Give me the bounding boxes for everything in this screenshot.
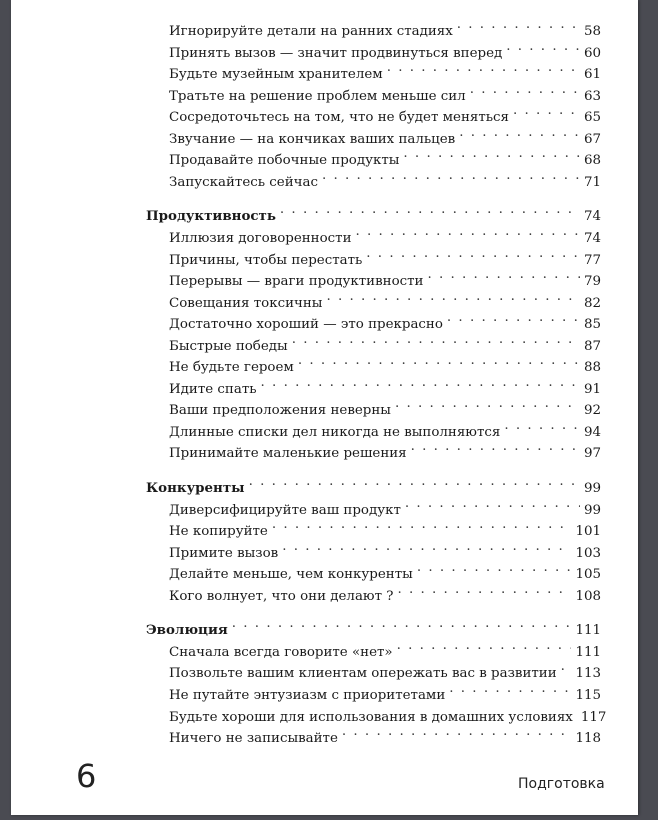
entry-title: Звучание — на кончиках ваших пальцев bbox=[169, 131, 456, 147]
entry-page: 88 bbox=[583, 360, 601, 376]
entry-title: Примите вызов bbox=[169, 545, 279, 561]
dot-leader bbox=[427, 265, 579, 285]
toc-entry bbox=[169, 722, 601, 747]
section-title: Эволюция bbox=[146, 622, 228, 639]
entry-title: Сначала всегда говорите «нет» bbox=[169, 644, 393, 660]
entry-title: Делайте меньше, чем конкуренты bbox=[169, 567, 413, 583]
entry-title: Будьте музейным хранителем bbox=[169, 67, 383, 83]
entry-page: 63 bbox=[583, 88, 601, 104]
dot-leader bbox=[449, 679, 571, 699]
entry-page: 118 bbox=[575, 731, 601, 747]
entry-title: Будьте хороши для использования в домашних условиях bbox=[169, 709, 573, 725]
section-title: Продуктивность bbox=[146, 208, 276, 225]
entry-title: Длинные списки дел никогда не выполняются bbox=[169, 424, 501, 440]
toc-entry bbox=[169, 101, 601, 126]
toc-entry bbox=[169, 287, 601, 311]
dot-leader bbox=[249, 472, 580, 492]
entry-page: 65 bbox=[583, 110, 601, 126]
running-title: Подготовка bbox=[518, 776, 605, 792]
dot-leader bbox=[470, 80, 580, 100]
entry-page: 60 bbox=[583, 45, 601, 61]
entry-page: 111 bbox=[575, 644, 601, 660]
entry-page: 67 bbox=[583, 131, 601, 147]
toc-entry bbox=[169, 701, 607, 725]
dot-leader bbox=[342, 722, 572, 742]
toc-entry bbox=[169, 123, 601, 147]
dot-leader bbox=[457, 15, 580, 35]
entry-title: Диверсифицируйте ваш продукт bbox=[169, 502, 401, 518]
dot-leader bbox=[403, 144, 580, 164]
dot-leader bbox=[322, 166, 580, 186]
toc-section-heading bbox=[146, 614, 601, 639]
entry-page: 105 bbox=[575, 567, 601, 583]
entry-page: 97 bbox=[583, 446, 601, 462]
entry-page: 103 bbox=[575, 545, 601, 561]
entry-page: 108 bbox=[575, 588, 601, 604]
toc-section-heading bbox=[146, 200, 601, 225]
toc-entry bbox=[169, 351, 601, 376]
entry-title: Быстрые победы bbox=[169, 338, 288, 354]
entry-title: Ваши предположения неверны bbox=[169, 403, 391, 419]
dot-leader bbox=[292, 330, 580, 350]
entry-page: 79 bbox=[583, 274, 601, 290]
dot-leader bbox=[417, 558, 572, 578]
section-page: 99 bbox=[583, 481, 601, 496]
book-page bbox=[11, 0, 638, 815]
section-title: Конкуренты bbox=[146, 480, 245, 496]
toc-entry bbox=[169, 265, 601, 290]
toc-entry bbox=[169, 636, 601, 660]
dot-leader bbox=[282, 537, 571, 557]
toc-entry bbox=[169, 166, 601, 190]
dot-leader bbox=[232, 614, 572, 634]
entry-title: Продавайте побочные продукты bbox=[169, 153, 400, 169]
dot-leader bbox=[397, 580, 571, 600]
entry-page: 113 bbox=[575, 666, 601, 682]
toc-section-heading bbox=[146, 472, 601, 496]
dot-leader bbox=[459, 123, 580, 143]
entry-page: 92 bbox=[583, 403, 601, 419]
toc-entry bbox=[169, 558, 601, 583]
dot-leader bbox=[387, 58, 580, 78]
toc-entry bbox=[169, 515, 601, 540]
dot-leader bbox=[397, 636, 572, 656]
entry-title: Перерывы — враги продуктивности bbox=[169, 274, 424, 290]
dot-leader bbox=[366, 244, 580, 264]
toc-entry bbox=[169, 222, 601, 246]
entry-title: Идите спать bbox=[169, 381, 257, 397]
entry-page: 101 bbox=[575, 524, 601, 540]
entry-title: Иллюзия договоренности bbox=[169, 230, 352, 246]
entry-title: Запускайтесь сейчас bbox=[169, 174, 318, 190]
entry-page: 94 bbox=[583, 424, 601, 440]
dot-leader bbox=[411, 437, 580, 457]
entry-page: 115 bbox=[575, 687, 601, 703]
dot-leader bbox=[405, 494, 580, 514]
entry-page: 71 bbox=[583, 174, 601, 190]
entry-page: 74 bbox=[583, 230, 601, 246]
toc-entry bbox=[169, 244, 601, 268]
dot-leader bbox=[506, 37, 580, 57]
entry-title: Причины, чтобы перестать bbox=[169, 252, 363, 268]
entry-title: Не копируйте bbox=[169, 524, 268, 540]
entry-title: Позвольте вашим клиентам опережать вас в развитии bbox=[169, 666, 557, 682]
dot-leader bbox=[561, 657, 572, 677]
toc-entry bbox=[169, 580, 601, 604]
entry-title: Сосредоточьтесь на том, что не будет меняться bbox=[169, 110, 509, 126]
dot-leader bbox=[356, 222, 580, 242]
entry-page: 68 bbox=[583, 153, 601, 169]
section-page: 74 bbox=[583, 209, 601, 225]
entry-page: 61 bbox=[583, 67, 601, 83]
entry-page: 85 bbox=[583, 317, 601, 333]
section-page: 111 bbox=[575, 623, 601, 639]
dot-leader bbox=[504, 416, 580, 436]
dot-leader bbox=[280, 200, 580, 220]
entry-title: Принимайте маленькие решения bbox=[169, 446, 407, 462]
toc-entry bbox=[169, 373, 601, 397]
entry-title: Тратьте на решение проблем меньше сил bbox=[169, 88, 466, 104]
entry-title: Кого волнует, что они делают ? bbox=[169, 588, 394, 604]
toc-entry bbox=[169, 537, 601, 561]
toc-entry bbox=[169, 394, 601, 419]
entry-title: Игнорируйте детали на ранних стадиях bbox=[169, 24, 453, 39]
dot-leader bbox=[513, 101, 580, 121]
toc-entry bbox=[169, 416, 601, 440]
entry-title: Ничего не записывайте bbox=[169, 731, 338, 747]
entry-page: 99 bbox=[583, 502, 601, 518]
dot-leader bbox=[298, 351, 580, 371]
toc-entry bbox=[169, 679, 601, 703]
entry-title: Принять вызов — значит продвинуться вперед bbox=[169, 45, 503, 61]
toc-entry bbox=[169, 308, 601, 333]
dot-leader bbox=[447, 308, 580, 328]
entry-title: Достаточно хороший — это прекрасно bbox=[169, 317, 443, 333]
page-number: 6 bbox=[76, 757, 97, 795]
entry-page: 82 bbox=[583, 295, 601, 311]
entry-page: 87 bbox=[583, 338, 601, 354]
toc-entry bbox=[169, 37, 601, 61]
dot-leader bbox=[395, 394, 580, 414]
toc-entry bbox=[169, 330, 601, 354]
entry-title: Не будьте героем bbox=[169, 360, 294, 376]
entry-page: 77 bbox=[583, 252, 601, 268]
toc-entry bbox=[169, 15, 601, 39]
toc-entry bbox=[169, 144, 601, 169]
toc-entry bbox=[169, 657, 601, 682]
entry-page: 117 bbox=[580, 709, 607, 725]
dot-leader bbox=[261, 373, 580, 393]
toc-entry bbox=[169, 437, 601, 462]
toc-entry bbox=[169, 58, 601, 83]
dot-leader bbox=[272, 515, 572, 535]
entry-page: 91 bbox=[583, 381, 601, 397]
dot-leader bbox=[326, 287, 579, 307]
entry-title: Не путайте энтузиазм с приоритетами bbox=[169, 687, 446, 703]
entry-page: 58 bbox=[583, 24, 601, 39]
toc-entry bbox=[169, 494, 601, 518]
toc-entry bbox=[169, 80, 601, 104]
entry-title: Совещания токсичны bbox=[169, 295, 323, 311]
